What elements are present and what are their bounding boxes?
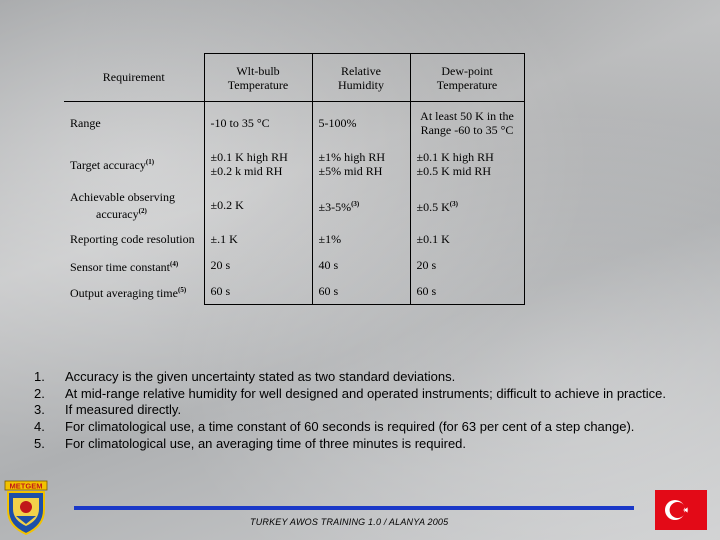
header-wet-bulb: Wlt-bulb Temperature — [204, 54, 312, 102]
cell-wet-bulb: 60 s — [204, 278, 312, 305]
footer-rule — [74, 506, 634, 510]
footnotes-list — [34, 369, 720, 453]
turkey-flag-icon — [655, 490, 707, 530]
row-label: Achievable observing accuracy$^{(2)}$ — [70, 189, 175, 221]
row-label: Target accuracy$^{(1)}$ — [70, 158, 155, 172]
cell-wet-bulb: ±0.1 K high RH ±0.2 k mid RH — [204, 143, 312, 184]
header-dewpoint: Dew-point Temperature — [410, 54, 524, 102]
row-label: Output averaging time$^{(5)}$ — [70, 285, 187, 300]
meteorology-emblem-icon — [4, 480, 48, 536]
requirements-table — [64, 53, 525, 305]
table-row — [64, 102, 524, 144]
row-label: Sensor time constant$^{(4)}$ — [70, 259, 179, 274]
cell-dewpoint: At least 50 K in the Range -60 to 35 °C — [410, 102, 524, 144]
table-row — [64, 226, 524, 252]
table-row — [64, 278, 524, 305]
row-label: Reporting code resolution — [70, 232, 195, 246]
cell-humidity: ±1% — [312, 226, 410, 252]
cell-wet-bulb: ±0.2 K — [204, 184, 312, 226]
cell-dewpoint: 20 s — [410, 252, 524, 278]
footnote-item: 4. For climatological use, a time constant of 60 seconds is required (for 63 per cent of a step change). — [34, 419, 635, 435]
footnote-item: 1. Accuracy is the given uncertainty stated as two standard deviations. — [34, 369, 456, 384]
cell-wet-bulb: -10 to 35 °C — [204, 102, 312, 144]
header-requirement: Requirement — [64, 54, 204, 102]
cell-humidity: ±3-5%$^{(3)}$ — [312, 184, 410, 226]
cell-wet-bulb: 20 s — [204, 252, 312, 278]
logo-text: METGEM — [9, 481, 43, 491]
table-row — [64, 252, 524, 278]
footer-text: TURKEY AWOS TRAINING 1.0 / ALANYA 2005 — [250, 517, 449, 527]
row-label: Range — [70, 115, 101, 130]
footnote-item: 3. If measured directly. — [34, 402, 182, 418]
cell-dewpoint: ±0.1 K — [410, 226, 524, 252]
cell-dewpoint: 60 s — [410, 278, 524, 305]
cell-humidity: 5-100% — [312, 102, 410, 144]
cell-humidity: 60 s — [312, 278, 410, 305]
table-row — [64, 184, 524, 226]
cell-dewpoint: ±0.1 K high RH ±0.5 K mid RH — [410, 143, 524, 184]
header-humidity: Relative Humidity — [312, 54, 410, 102]
cell-humidity: ±1% high RH ±5% mid RH — [312, 143, 410, 184]
cell-dewpoint: ±0.5 $K^{(3)}$ — [410, 184, 524, 226]
cell-humidity: 40 s — [312, 252, 410, 278]
table-row — [64, 143, 524, 184]
cell-wet-bulb: ±.1 K — [204, 226, 312, 252]
table-header-row — [64, 54, 524, 102]
footnote-item: 2. At mid-range relative humidity for well designed and operated instruments; difficult to achieve in practice. — [34, 385, 666, 401]
footnote-item: 5. For climatological use, an averaging time of three minutes is required. — [34, 435, 467, 451]
